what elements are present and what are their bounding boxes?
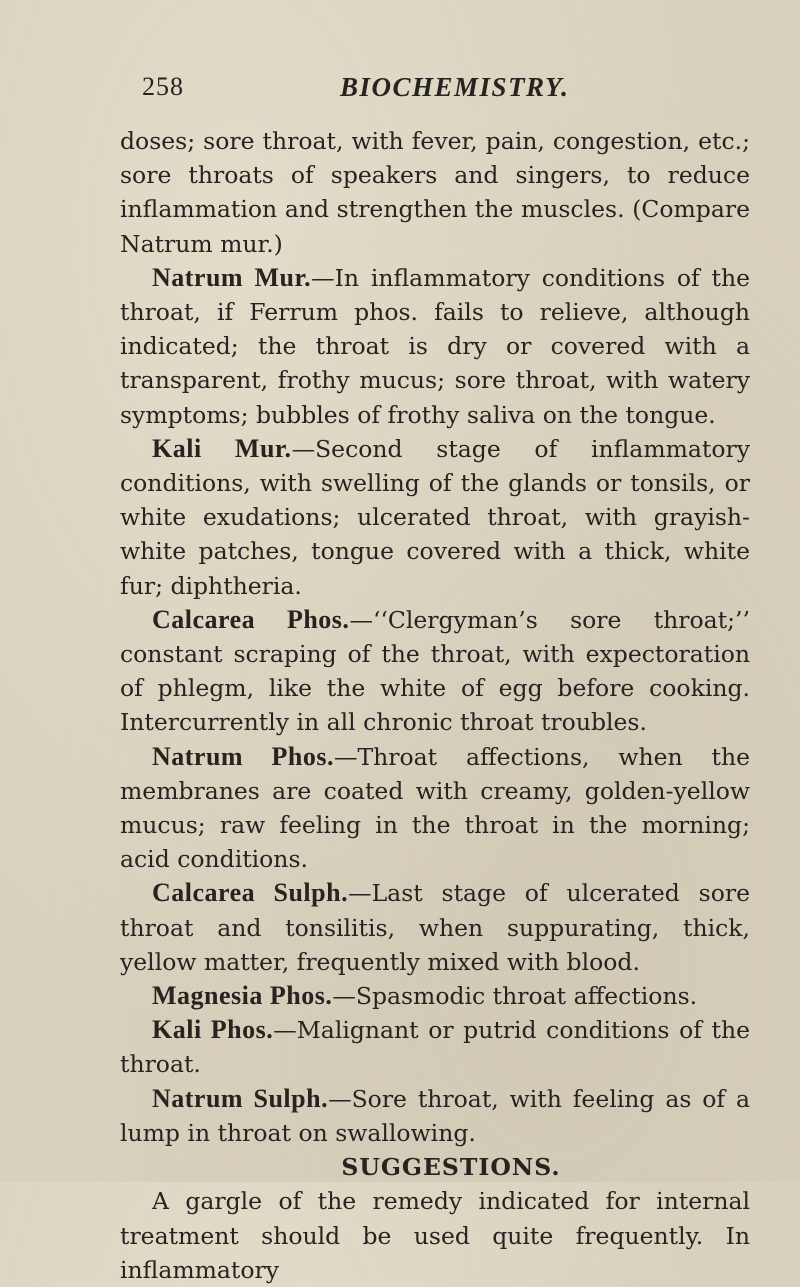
paragraph-continuation bbox=[120, 124, 750, 261]
remedy-description: —Last stage of ulcerated sore throat and tonsilitis, when suppurating, thick, yellow matter, frequently mixed with blood. bbox=[120, 879, 750, 976]
remedy-description: —Second stage of inflammatory conditions, with swelling of the glands or tonsils, or white exudations; ulcerated throat, with grayish-white patches, tongue covered with a thick, white fur; diphtheria. bbox=[120, 434, 750, 600]
running-title: BIOCHEMISTRY. bbox=[340, 72, 570, 102]
entry-calcarea-phos bbox=[120, 603, 750, 740]
remedy-description: —Throat affections, when the membranes are coated with creamy, golden-yellow mucus; raw feeling in the throat in the morning; acid conditions. bbox=[120, 742, 750, 874]
entry-natrum-phos bbox=[120, 740, 750, 877]
remedy-description: —In inflammatory conditions of the throat, if Ferrum phos. fails to relieve, although indicated; the throat is dry or covered with a transparent, frothy mucus; sore throat, with watery symptoms; bubbles of frothy saliva on the tongue. bbox=[120, 263, 750, 429]
entry-natrum-sulph bbox=[120, 1082, 750, 1150]
remedy-description: —Sore throat, with feeling as of a lump in throat on swallowing. bbox=[120, 1084, 751, 1147]
paragraph-text: doses; sore throat, with fever, pain, congestion, etc.; sore throats of speakers and singers, to reduce inflammation and strengthen the muscles. (Compare Natrum mur.) bbox=[120, 127, 750, 258]
remedy-name: Kali Phos. bbox=[152, 1015, 274, 1045]
remedy-name: Calcarea Phos. bbox=[152, 604, 350, 634]
closing-paragraph: A gargle of the remedy indicated for internal treatment should be used quite frequently. In inflammatory bbox=[120, 1187, 750, 1284]
page-header bbox=[120, 72, 750, 106]
entry-magnesia-phos bbox=[120, 979, 750, 1013]
remedy-name: Natrum Sulph. bbox=[152, 1083, 329, 1113]
body-text bbox=[120, 124, 750, 1287]
remedy-description: —Spasmodic throat affections. bbox=[332, 982, 698, 1011]
entry-calcarea-sulph bbox=[120, 876, 750, 979]
entry-natrum-mur bbox=[120, 261, 750, 432]
remedy-name: Kali Mur. bbox=[152, 433, 292, 463]
page-number: 258 bbox=[142, 72, 184, 101]
entry-kali-phos bbox=[120, 1013, 750, 1081]
remedy-name: Calcarea Sulph. bbox=[152, 878, 349, 908]
entry-kali-mur bbox=[120, 432, 750, 603]
remedy-name: Natrum Mur. bbox=[152, 262, 312, 292]
remedy-name: Magnesia Phos. bbox=[152, 981, 333, 1011]
remedy-name: Natrum Phos. bbox=[152, 741, 334, 771]
remedy-description: —‘‘Clergyman’s sore throat;’’ constant scraping of the throat, with expectoration of phlegm, like the white of egg before cooking. Intercurrently in all chronic throat troubles. bbox=[120, 605, 750, 737]
section-heading: SUGGESTIONS. bbox=[341, 1153, 561, 1182]
remedy-description: —Malignant or putrid conditions of the throat. bbox=[120, 1016, 750, 1079]
